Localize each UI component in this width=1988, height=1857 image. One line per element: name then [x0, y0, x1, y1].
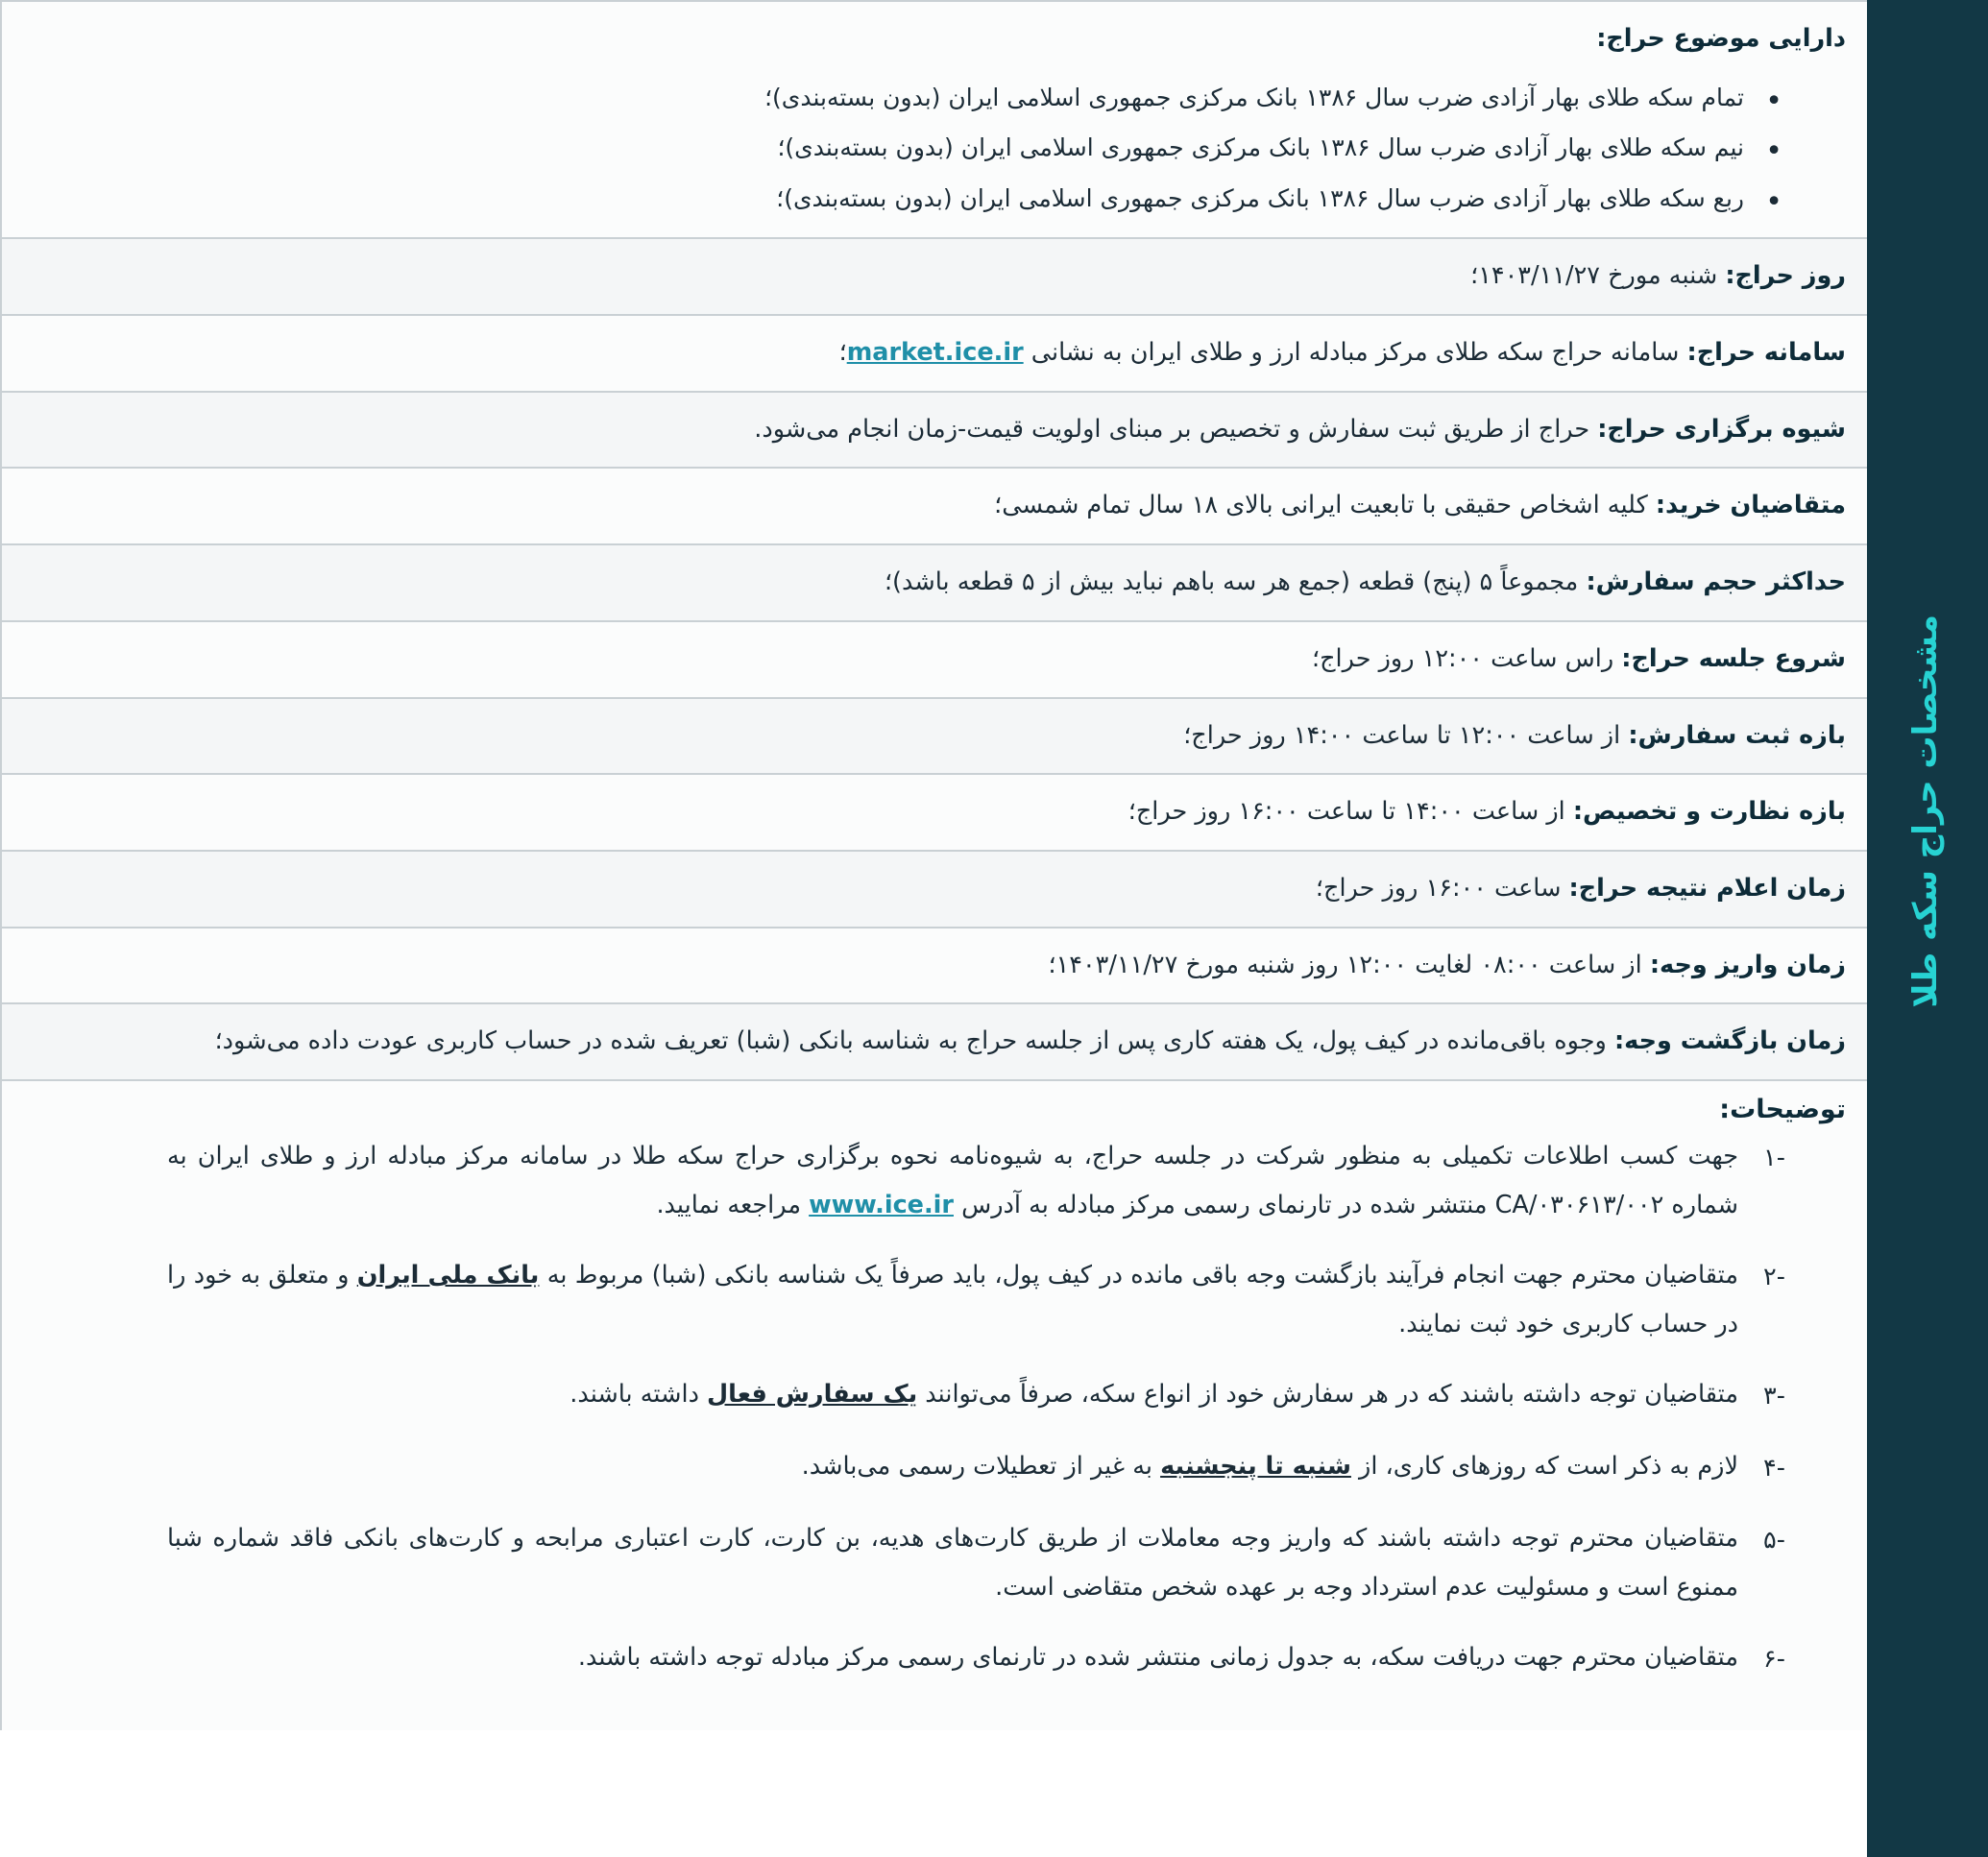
- list-item: • تمام سکه طلای بهار آزادی ضرب سال ۱۳۸۶ بانک مرکزی جمهوری اسلامی ایران (بدون بسته‌بندی)؛: [23, 73, 1788, 124]
- note-text-segment: و متعلق به خود را در حساب کاربری خود ثبت نمایند.: [167, 1261, 1738, 1339]
- spec-value-order-window: از ساعت ۱۲:۰۰ تا ساعت ۱۴:۰۰ روز حراج؛: [1183, 720, 1621, 750]
- spec-row-asset: [0, 0, 1867, 239]
- note-number: ۱-: [1763, 1144, 1785, 1173]
- note-text-segment: متقاضیان توجه داشته باشند که در هر سفارش خود از انواع سکه، صرفاً می‌توانند: [917, 1380, 1738, 1410]
- spec-value-payment-time: از ساعت ۰۸:۰۰ لغایت ۱۲:۰۰ روز شنبه مورخ ۱۴۰۳/۱۱/۲۷؛: [1048, 950, 1642, 979]
- spec-label-auction-day: روز حراج:: [1725, 261, 1846, 291]
- list-item: [23, 1514, 1846, 1612]
- spec-row-auction-day: [0, 239, 1867, 316]
- spec-row-max-order: [0, 545, 1867, 622]
- note-emphasis-working-days: شنبه تا پنجشنبه: [1160, 1452, 1351, 1482]
- note-text: [23, 1132, 1738, 1230]
- spec-value-auction-day: شنبه مورخ ۱۴۰۳/۱۱/۲۷؛: [1470, 261, 1718, 291]
- notes-block: [0, 1081, 1867, 1730]
- note-text-segment: مراجعه نمایید.: [656, 1191, 810, 1220]
- spec-row-auction-system: [0, 316, 1867, 393]
- www-ice-ir-link[interactable]: www.ice.ir: [809, 1191, 954, 1220]
- spec-value-buyers: کلیه اشخاص حقیقی با تابعیت ایرانی بالای ۱۸ سال تمام شمسی؛: [994, 491, 1648, 520]
- list-item: [23, 1442, 1846, 1493]
- market-ice-ir-link[interactable]: market.ice.ir: [846, 337, 1024, 367]
- note-text-segment: لازم به ذکر است که روزهای کاری، از: [1350, 1452, 1738, 1482]
- note-text-segment: جهت کسب اطلاعات تکمیلی به منظور شرکت در جلسه حراج، به شیوه‌نامه نحوه برگزاری حراج سکه طلا در سامانه مرکز مبادله ارز و طلای ایران به شماره CA/۰۳۰۶۱۳/۰۰۲ منتشر شده در تارنمای رسمی مرکز مبادله به آدرس: [167, 1142, 1738, 1220]
- notes-title: توضیحات:: [1719, 1095, 1846, 1125]
- list-item: [23, 1370, 1846, 1421]
- spec-row-buyers: [0, 469, 1867, 545]
- spec-row-session-start: [0, 622, 1867, 699]
- note-text: [23, 1442, 1738, 1491]
- spec-label-session-start: شروع جلسه حراج:: [1621, 643, 1846, 673]
- note-emphasis-bank-melli: بانک ملی ایران: [356, 1261, 540, 1290]
- note-number: ۶-: [1763, 1645, 1785, 1675]
- spec-row-payment-time: [0, 928, 1867, 1005]
- spec-label-asset: دارایی موضوع حراج:: [1596, 24, 1846, 53]
- spec-row-supervision-window: [0, 775, 1867, 852]
- spec-label-order-window: بازه ثبت سفارش:: [1628, 720, 1846, 750]
- note-number: ۳-: [1763, 1382, 1785, 1411]
- note-text-segment: به غیر از تعطیلات رسمی می‌باشد.: [801, 1452, 1161, 1482]
- list-item: • ربع سکه طلای بهار آزادی ضرب سال ۱۳۸۶ بانک مرکزی جمهوری اسلامی ایران (بدون بسته‌بندی)؛: [23, 174, 1788, 225]
- note-text: [23, 1251, 1738, 1349]
- spec-row-order-window: [0, 699, 1867, 776]
- spec-label-max-order: حداکثر حجم سفارش:: [1586, 567, 1846, 597]
- spec-value-auction-system-suffix: ؛: [838, 337, 847, 367]
- spec-label-method: شیوه برگزاری حراج:: [1597, 414, 1846, 444]
- note-number: ۲-: [1763, 1263, 1785, 1292]
- spec-label-buyers: متقاضیان خرید:: [1655, 491, 1846, 520]
- note-text-segment: متقاضیان محترم جهت انجام فرآیند بازگشت وجه باقی مانده در کیف پول، باید صرفاً یک شناسه بانکی (شبا) مربوط به: [539, 1261, 1738, 1290]
- note-emphasis-one-active-order: یک سفارش فعال: [707, 1380, 918, 1410]
- spec-label-result-time: زمان اعلام نتیجه حراج:: [1568, 873, 1846, 903]
- note-number: ۵-: [1763, 1526, 1785, 1556]
- note-number: ۴-: [1763, 1454, 1785, 1483]
- spec-row-result-time: [0, 852, 1867, 928]
- note-text-segment: داشته باشند.: [570, 1380, 708, 1410]
- spec-label-refund-time: زمان بازگشت وجه:: [1613, 1026, 1846, 1056]
- list-item: [23, 1633, 1846, 1684]
- note-text: متقاضیان محترم توجه داشته باشند که واریز وجه معاملات از طریق کارت‌های هدیه، بن کارت، کارت اعتباری مرابحه و کارت‌های بانکی فاقد شماره شبا ممنوع است و مسئولیت عدم استرداد وجه بر عهده شخص متقاضی است.: [167, 1524, 1738, 1603]
- spec-label-auction-system: سامانه حراج:: [1686, 337, 1846, 367]
- spec-value-auction-system: سامانه حراج سکه طلای مرکز مبادله ارز و طلای ایران به نشانی: [1030, 337, 1680, 367]
- spec-value-refund-time: وجوه باقی‌مانده در کیف پول، یک هفته کاری پس از جلسه حراج به شناسه بانکی (شبا) تعریف شده در حساب کاربری عودت داده می‌شود؛: [214, 1026, 1607, 1056]
- spec-value-supervision-window: از ساعت ۱۴:۰۰ تا ساعت ۱۶:۰۰ روز حراج؛: [1127, 797, 1565, 827]
- list-item: [23, 1251, 1846, 1349]
- spec-value-method: حراج از طریق ثبت سفارش و تخصیص بر مبنای اولویت قیمت-زمان انجام می‌شود.: [754, 414, 1590, 444]
- side-bar-vertical-title: مشخصات حراج سکه طلا: [1906, 615, 1945, 1008]
- spec-label-supervision-window: بازه نظارت و تخصیص:: [1572, 797, 1846, 827]
- side-bar: [1867, 0, 1988, 1857]
- notes-list: [2, 1128, 1867, 1730]
- spec-label-payment-time: زمان واریز وجه:: [1649, 950, 1846, 979]
- spec-value-result-time: ساعت ۱۶:۰۰ روز حراج؛: [1315, 873, 1562, 903]
- asset-bullet-list: [23, 73, 1846, 225]
- list-item: [23, 1132, 1846, 1230]
- note-text: متقاضیان محترم جهت دریافت سکه، به جدول زمانی منتشر شده در تارنمای رسمی مرکز مبادله توجه داشته باشند.: [577, 1643, 1738, 1673]
- spec-value-session-start: راس ساعت ۱۲:۰۰ روز حراج؛: [1311, 643, 1614, 673]
- list-item: • نیم سکه طلای بهار آزادی ضرب سال ۱۳۸۶ بانک مرکزی جمهوری اسلامی ایران (بدون بسته‌بندی)؛: [23, 123, 1788, 174]
- spec-row-refund-time: [0, 1004, 1867, 1081]
- note-text: [23, 1370, 1738, 1419]
- spec-value-max-order: مجموعاً ۵ (پنج) قطعه (جمع هر سه باهم نباید بیش از ۵ قطعه باشد)؛: [884, 567, 1579, 597]
- spec-row-method: [0, 393, 1867, 470]
